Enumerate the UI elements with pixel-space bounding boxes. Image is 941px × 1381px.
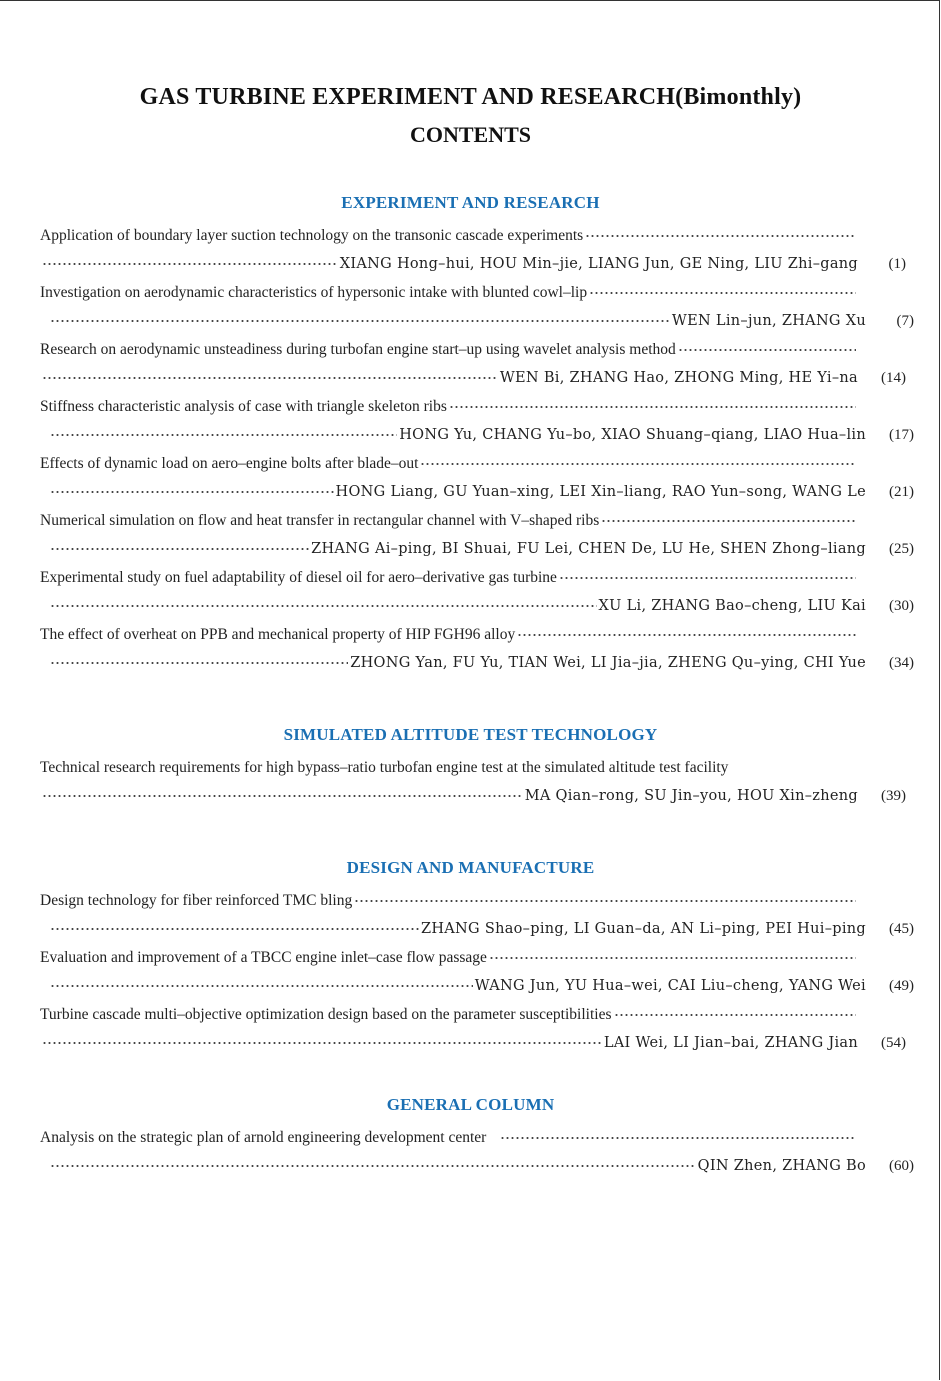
entry-title: Stiffness characteristic analysis of case with triangle skeleton ribs xyxy=(40,398,447,415)
entry-title: The effect of overheat on PPB and mechanical property of HIP FGH96 alloy xyxy=(40,626,516,643)
toc-entry[interactable] xyxy=(0,937,941,994)
entry-title: Research on aerodynamic unsteadiness during turbofan engine start–up using wavelet analysis method xyxy=(40,341,676,358)
section-experiment-and-research xyxy=(0,191,941,671)
toc-entry[interactable] xyxy=(0,994,941,1051)
section-general-column xyxy=(0,1093,941,1174)
dot-leader xyxy=(354,894,856,908)
dot-leader xyxy=(614,1008,857,1022)
entry-authors: MA Qian–rong, SU Jin–you, HOU Xin–zheng xyxy=(524,788,858,804)
entry-authors: ZHANG Shao–ping, LI Guan–da, AN Li–ping, PEI Hui–ping xyxy=(420,921,866,937)
section-simulated-altitude-test-technology xyxy=(0,723,941,804)
entry-page: (49) xyxy=(889,978,914,994)
entry-page: (7) xyxy=(896,313,914,329)
dot-leader xyxy=(50,922,419,936)
toc-entry[interactable] xyxy=(0,500,941,557)
toc-entry[interactable] xyxy=(0,272,941,329)
dot-leader xyxy=(50,1159,696,1173)
entry-title: Technical research requirements for high bypass–ratio turbofan engine test at the simulated altitude test facility xyxy=(40,759,729,776)
section-heading: GENERAL COLUMN xyxy=(386,1095,555,1114)
entry-page: (17) xyxy=(889,427,914,443)
dot-leader xyxy=(50,485,334,499)
dot-leader xyxy=(50,314,670,328)
toc-entry[interactable] xyxy=(0,329,941,386)
entry-page: (14) xyxy=(881,370,906,386)
toc-entry[interactable] xyxy=(0,443,941,500)
entry-authors: HONG Liang, GU Yuan–xing, LEI Xin–liang, RAO Yun–song, WANG Le xyxy=(335,484,866,500)
dot-leader xyxy=(449,400,856,414)
entry-authors: LAI Wei, LI Jian–bai, ZHANG Jian xyxy=(603,1035,858,1051)
dot-leader xyxy=(420,457,856,471)
entry-page: (30) xyxy=(889,598,914,614)
toc-entry[interactable] xyxy=(0,614,941,671)
dot-leader xyxy=(50,656,348,670)
dot-leader xyxy=(585,229,856,243)
entry-title: Design technology for fiber reinforced TMC bling xyxy=(40,892,353,909)
dot-leader xyxy=(50,599,597,613)
entry-authors: WEN Bi, ZHANG Hao, ZHONG Ming, HE Yi–na xyxy=(499,370,858,386)
entry-page: (54) xyxy=(881,1035,906,1051)
dot-leader xyxy=(50,542,309,556)
section-design-and-manufacture xyxy=(0,856,941,1051)
dot-leader xyxy=(42,371,498,385)
toc-entry[interactable] xyxy=(0,1117,941,1174)
dot-leader xyxy=(42,789,523,803)
entry-title: Experimental study on fuel adaptability of diesel oil for aero–derivative gas turbine xyxy=(40,569,557,586)
section-heading: DESIGN AND MANUFACTURE xyxy=(346,858,595,877)
section-heading: SIMULATED ALTITUDE TEST TECHNOLOGY xyxy=(283,725,658,744)
dot-leader xyxy=(50,979,473,993)
dot-leader xyxy=(42,257,338,271)
entry-authors: ZHANG Ai–ping, BI Shuai, FU Lei, CHEN De, LU He, SHEN Zhong–liang xyxy=(311,541,866,557)
dot-leader xyxy=(589,286,856,300)
journal-title: GAS TURBINE EXPERIMENT AND RESEARCH(Bimonthly) xyxy=(139,84,802,110)
entry-page: (21) xyxy=(889,484,914,500)
toc-entry[interactable] xyxy=(0,557,941,614)
dot-leader xyxy=(489,951,856,965)
dot-leader xyxy=(517,628,856,642)
entry-page: (1) xyxy=(888,256,906,272)
toc-entry[interactable] xyxy=(0,880,941,937)
entry-authors: WANG Jun, YU Hua–wei, CAI Liu–cheng, YANG Wei xyxy=(474,978,866,994)
contents-title: CONTENTS xyxy=(409,122,532,147)
entry-page: (34) xyxy=(889,655,914,671)
entry-authors: XU Li, ZHANG Bao–cheng, LIU Kai xyxy=(598,598,866,614)
entry-page: (60) xyxy=(889,1158,914,1174)
entry-authors: HONG Yu, CHANG Yu–bo, XIAO Shuang–qiang, LIAO Hua–lin xyxy=(399,427,866,443)
dot-leader xyxy=(50,428,397,442)
entry-title: Evaluation and improvement of a TBCC engine inlet–case flow passage xyxy=(40,949,487,966)
dot-leader xyxy=(42,1036,602,1050)
entry-page: (39) xyxy=(881,788,906,804)
dot-leader xyxy=(601,514,856,528)
toc-entry[interactable] xyxy=(0,386,941,443)
toc-entry[interactable] xyxy=(0,747,941,804)
entry-title: Application of boundary layer suction technology on the transonic cascade experiments xyxy=(40,227,584,244)
entry-title: Investigation on aerodynamic characteristics of hypersonic intake with blunted cowl–lip xyxy=(40,284,588,301)
entry-authors: ZHONG Yan, FU Yu, TIAN Wei, LI Jia–jia, ZHENG Qu–ying, CHI Yue xyxy=(350,655,866,671)
dot-leader xyxy=(678,343,856,357)
entry-title: Turbine cascade multi–objective optimization design based on the parameter susceptibilities xyxy=(40,1006,612,1023)
entry-title: Analysis on the strategic plan of arnold engineering development center xyxy=(40,1129,487,1146)
entry-authors: QIN Zhen, ZHANG Bo xyxy=(697,1158,866,1174)
section-heading: EXPERIMENT AND RESEARCH xyxy=(341,193,600,212)
dot-leader xyxy=(559,571,856,585)
dot-leader xyxy=(500,1131,856,1145)
toc-entry[interactable] xyxy=(0,215,941,272)
entry-page: (45) xyxy=(889,921,914,937)
entry-title: Numerical simulation on flow and heat transfer in rectangular channel with V–shaped ribs xyxy=(40,512,600,529)
entry-page: (25) xyxy=(889,541,914,557)
entry-title: Effects of dynamic load on aero–engine bolts after blade–out xyxy=(40,455,419,472)
entry-authors: XIANG Hong–hui, HOU Min–jie, LIANG Jun, GE Ning, LIU Zhi–gang xyxy=(339,256,858,272)
entry-authors: WEN Lin–jun, ZHANG Xu xyxy=(671,313,866,329)
